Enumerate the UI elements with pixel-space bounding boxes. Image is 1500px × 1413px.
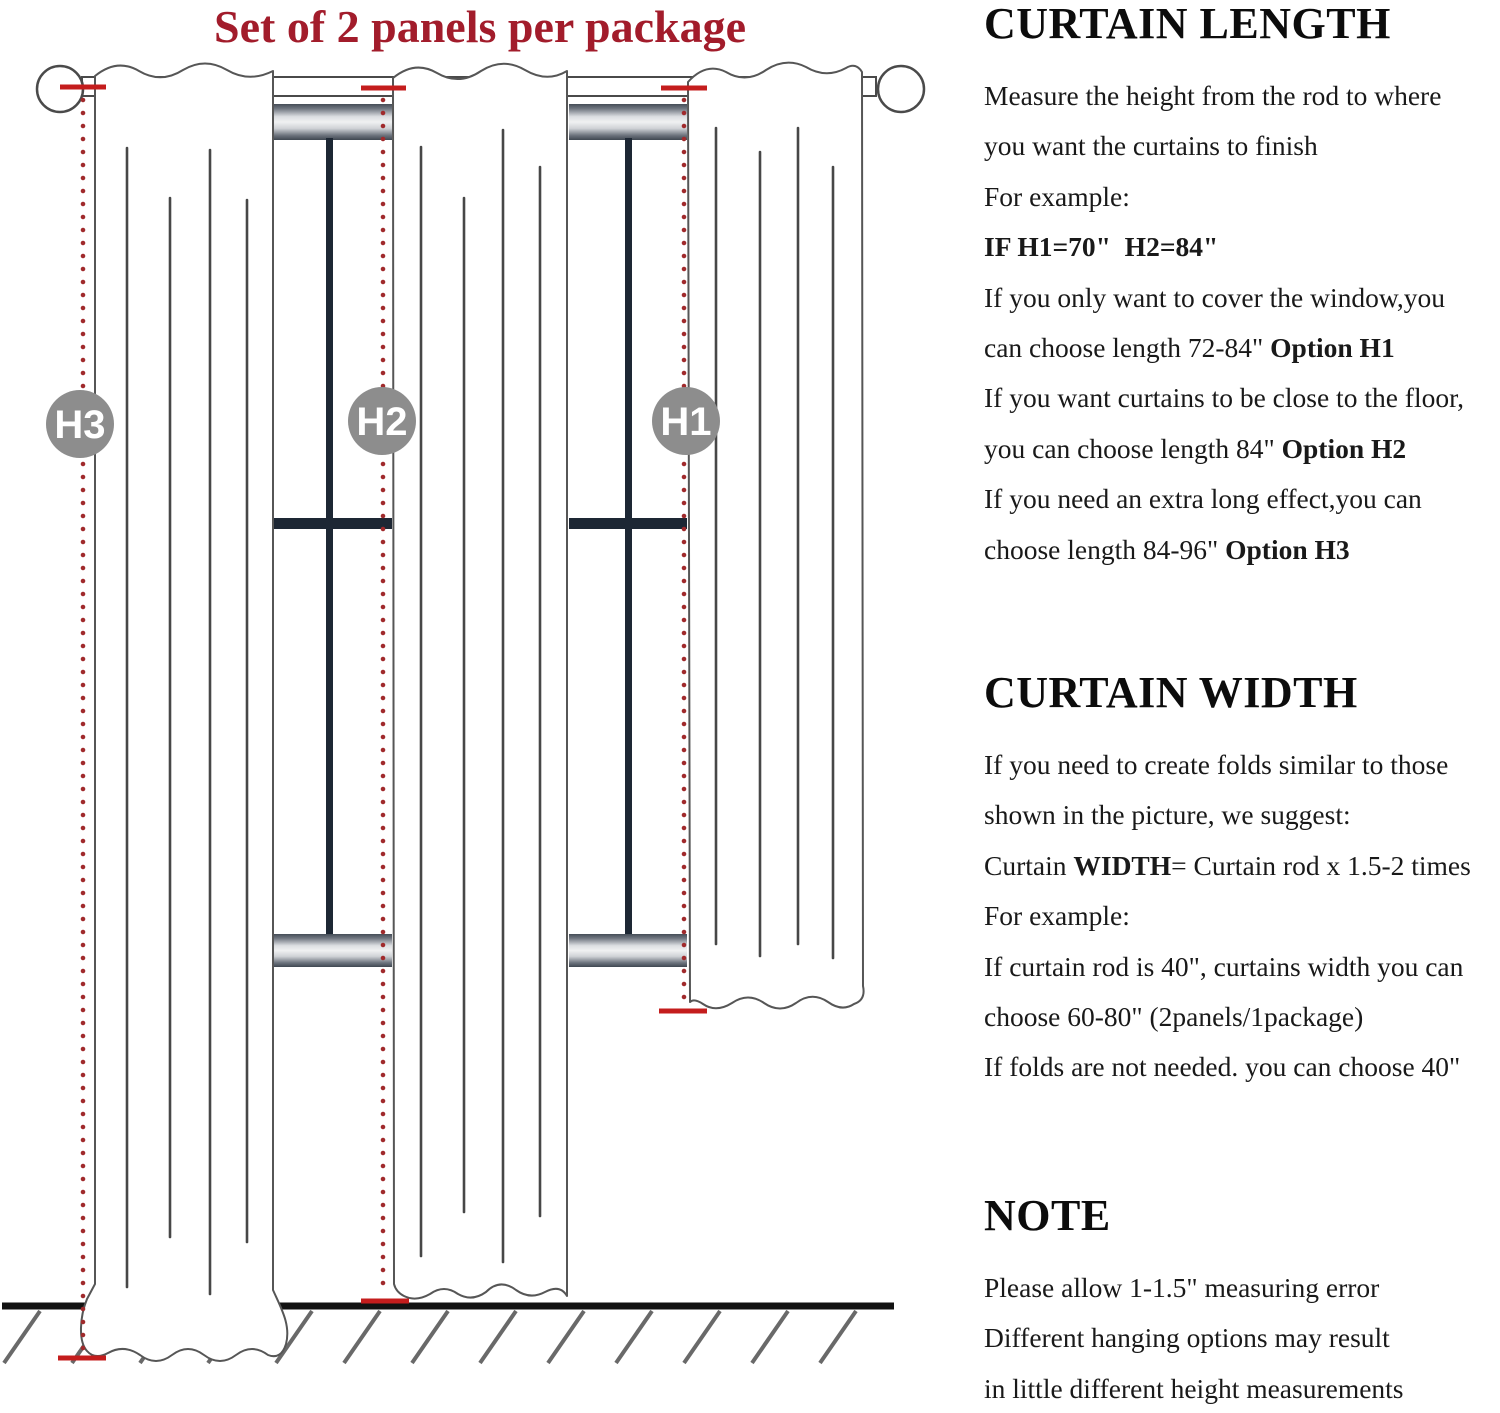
text-line: For example: bbox=[984, 180, 1130, 212]
text-line: If you need an extra long effect,you can bbox=[984, 483, 1422, 515]
text-line: can choose length 72-84" Option H1 bbox=[984, 332, 1395, 364]
text-line: For example: bbox=[984, 900, 1130, 932]
measure-label-h2: H2 bbox=[356, 400, 408, 444]
text-line: in little different height measurements bbox=[984, 1372, 1404, 1404]
window-top-rail bbox=[273, 104, 392, 140]
curtain-panel-left bbox=[81, 64, 287, 1362]
window-sill bbox=[273, 934, 392, 967]
window-top-rail bbox=[569, 104, 687, 140]
rod-finial-right bbox=[878, 66, 924, 112]
window-mullion bbox=[326, 138, 333, 936]
text-line: Measure the height from the rod to where bbox=[984, 80, 1442, 111]
section-note bbox=[984, 1191, 1496, 1404]
text-line: If you only want to cover the window,you bbox=[984, 281, 1446, 313]
section-body bbox=[984, 1263, 1496, 1413]
text-line: Different hanging options may result bbox=[984, 1322, 1390, 1354]
text-line: If you need to create folds similar to those bbox=[984, 749, 1449, 780]
section-body bbox=[984, 71, 1496, 575]
window-crossbar bbox=[569, 518, 687, 529]
section-curtain-length bbox=[984, 0, 1496, 565]
text-line: If folds are not needed. you can choose 40" bbox=[984, 1051, 1461, 1083]
measure-label-h1: H1 bbox=[660, 400, 712, 444]
page-title: Set of 2 panels per package bbox=[214, 1, 746, 52]
window-sill bbox=[569, 934, 687, 967]
window-crossbar bbox=[273, 518, 392, 529]
text-line: IF H1=70" H2=84" bbox=[984, 231, 1219, 263]
text-line: choose 60-80" (2panels/1package) bbox=[984, 1001, 1364, 1033]
text-line: shown in the picture, we suggest: bbox=[984, 799, 1351, 831]
curtain-panel-middle bbox=[393, 64, 567, 1299]
section-heading: CURTAIN WIDTH bbox=[984, 668, 1358, 717]
section-curtain-width bbox=[984, 668, 1496, 1083]
curtain-panel-right bbox=[688, 63, 864, 1009]
window-left bbox=[273, 104, 392, 967]
text-line: Curtain WIDTH= Curtain rod x 1.5-2 times bbox=[984, 849, 1471, 881]
window-right bbox=[569, 104, 687, 967]
measure-label-h3: H3 bbox=[54, 403, 106, 447]
text-line: If curtain rod is 40", curtains width you can bbox=[984, 950, 1464, 982]
section-heading: CURTAIN LENGTH bbox=[984, 0, 1391, 48]
section-body bbox=[984, 740, 1496, 1093]
section-heading: NOTE bbox=[984, 1191, 1111, 1240]
window-mullion bbox=[625, 138, 632, 936]
text-line: choose length 84-96" Option H3 bbox=[984, 533, 1350, 565]
text-line: If you want curtains to be close to the floor, bbox=[984, 382, 1465, 414]
text-line: you can choose length 84" Option H2 bbox=[984, 432, 1407, 464]
text-line: you want the curtains to finish bbox=[984, 130, 1318, 162]
text-line: Please allow 1-1.5" measuring error bbox=[984, 1272, 1380, 1303]
